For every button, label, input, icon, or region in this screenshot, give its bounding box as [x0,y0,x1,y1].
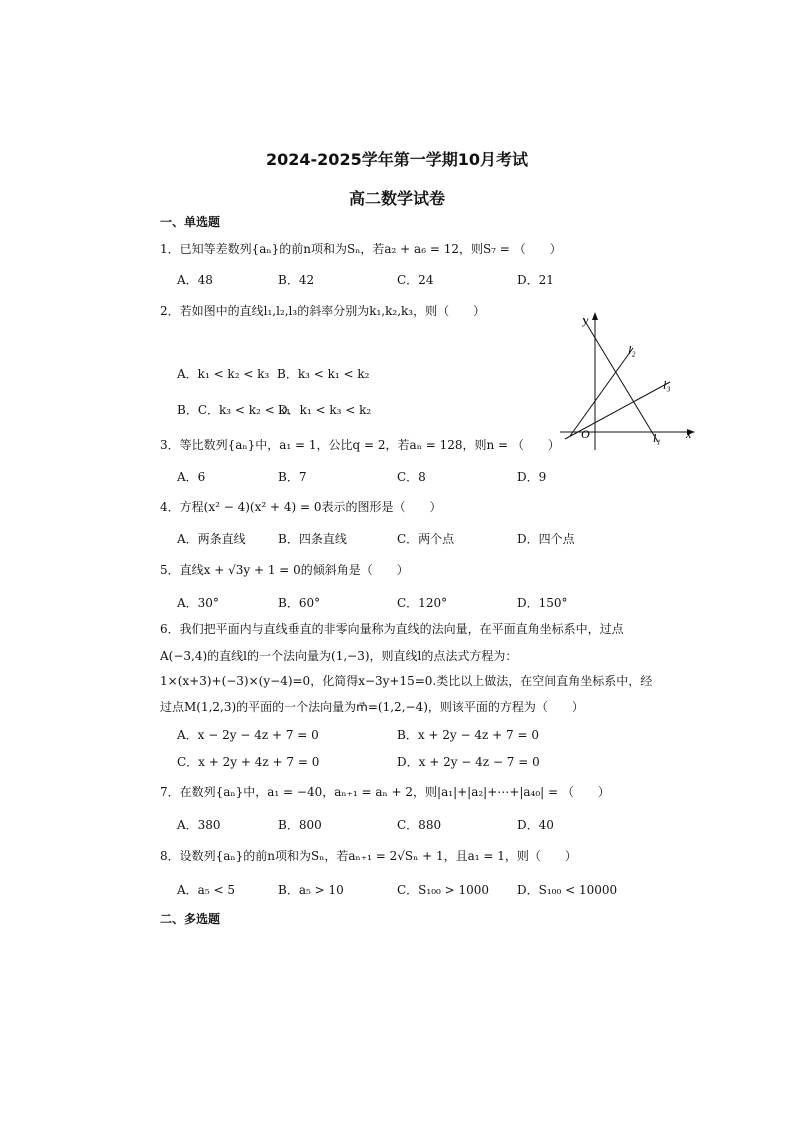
question-6-line-4: 过点M(1,2,3)的平面的一个法向量为m⃗=(1,2,−4)，则该平面的方程为（ ） [160,700,584,714]
q2-option-c: B．C．k₃ < k₂ < k₁ [177,403,291,417]
q1-option-b: B．42 [278,273,315,287]
q2-option-a: A．k₁ < k₂ < k₃ [177,367,270,381]
q4-option-a: A．两条直线 [177,532,246,546]
q3-option-d: D．9 [517,470,547,484]
y-axis-label: y [583,313,589,327]
q2-option-b: B．k₃ < k₁ < k₂ [277,367,370,381]
question-6-line-1: 6．我们把平面内与直线垂直的非零向量称为直线的法向量，在平面直角坐标系中，过点 [160,622,624,636]
q6-option-b: B．x + 2y − 4z + 7 = 0 [397,728,539,742]
line-l2 [570,348,633,436]
question-1-stem: 1．已知等差数列{aₙ}的前n项和为Sₙ，若a₂ + a₆ = 12，则S₇ = （ ） [160,242,562,256]
l3-label: l₃ [663,378,671,392]
exam-subtitle: 高二数学试卷 [348,189,445,208]
q5-option-b: B．60° [278,596,321,610]
exam-title: 2024-2025学年第一学期10月考试 [266,150,528,169]
question-8-stem: 8．设数列{aₙ}的前n项和为Sₙ，若aₙ₊₁ = 2√Sₙ + 1，且a₁ = 1，则（ ） [160,849,577,863]
q4-option-b: B．四条直线 [278,532,347,546]
q5-option-d: D．150° [517,596,568,610]
question-6-line-2: A(−3,4)的直线l的一个法向量为(1,−3)，则直线l的点法式方程为： [160,649,518,663]
q8-option-d: D．S₁₀₀ < 10000 [517,883,618,897]
q7-option-b: B．800 [278,818,322,832]
q1-option-d: D．21 [517,273,554,287]
q8-option-c: C．S₁₀₀ > 1000 [397,883,490,897]
q8-option-b: B．a₅ > 10 [278,883,344,897]
q6-option-d: D．x + 2y − 4z − 7 = 0 [397,755,540,769]
section-single-choice: 一、单选题 [160,215,221,229]
q3-option-c: C．8 [397,470,426,484]
l1-label: l₁ [653,431,661,445]
question-7-stem: 7．在数列{aₙ}中，a₁ = −40，aₙ₊₁ = aₙ + 2，则|a₁|+|a₂|+⋯+|a₄₀| = （ ） [160,785,610,799]
question-3-stem: 3．等比数列{aₙ}中，a₁ = 1，公比q = 2，若aₙ = 128，则n = （ ） [160,438,560,452]
q7-option-d: D．40 [517,818,554,832]
q4-option-c: C．两个点 [397,532,455,546]
q3-option-b: B．7 [278,470,307,484]
q2-option-d: D．k₁ < k₃ < k₂ [278,403,372,417]
l2-label: l₂ [628,343,636,357]
question-6-line-3: 1×(x+3)+(−3)×(y−4)=0，化简得x−3y+15=0.类比以上做法，在空间直角坐标系中，经 [160,674,653,688]
origin-label: O [581,427,590,441]
question-5-stem: 5．直线x + √3y + 1 = 0的倾斜角是（ ） [160,563,409,577]
q1-option-c: C．24 [397,273,434,287]
section-multi-choice: 二、多选题 [160,912,221,926]
question-4-stem: 4．方程(x² − 4)(x² + 4) = 0表示的图形是（ ） [160,500,442,514]
q7-option-a: A．380 [177,818,221,832]
q5-option-c: C．120° [397,596,448,610]
q4-option-d: D．四个点 [517,532,575,546]
q5-option-a: A．30° [177,596,219,610]
q2-line-figure [555,310,700,450]
x-axis-label: x [686,427,692,441]
q6-option-c: C．x + 2y + 4z + 7 = 0 [177,755,320,769]
y-axis-arrow [592,312,598,320]
question-2-stem: 2．若如图中的直线l₁,l₂,l₃的斜率分别为k₁,k₂,k₃，则（ ） [160,304,486,318]
q1-option-a: A．48 [177,273,213,287]
q3-option-a: A．6 [177,470,206,484]
q7-option-c: C．880 [397,818,442,832]
q6-option-a: A．x − 2y − 4z + 7 = 0 [177,728,319,742]
q8-option-a: A．a₅ < 5 [177,883,235,897]
